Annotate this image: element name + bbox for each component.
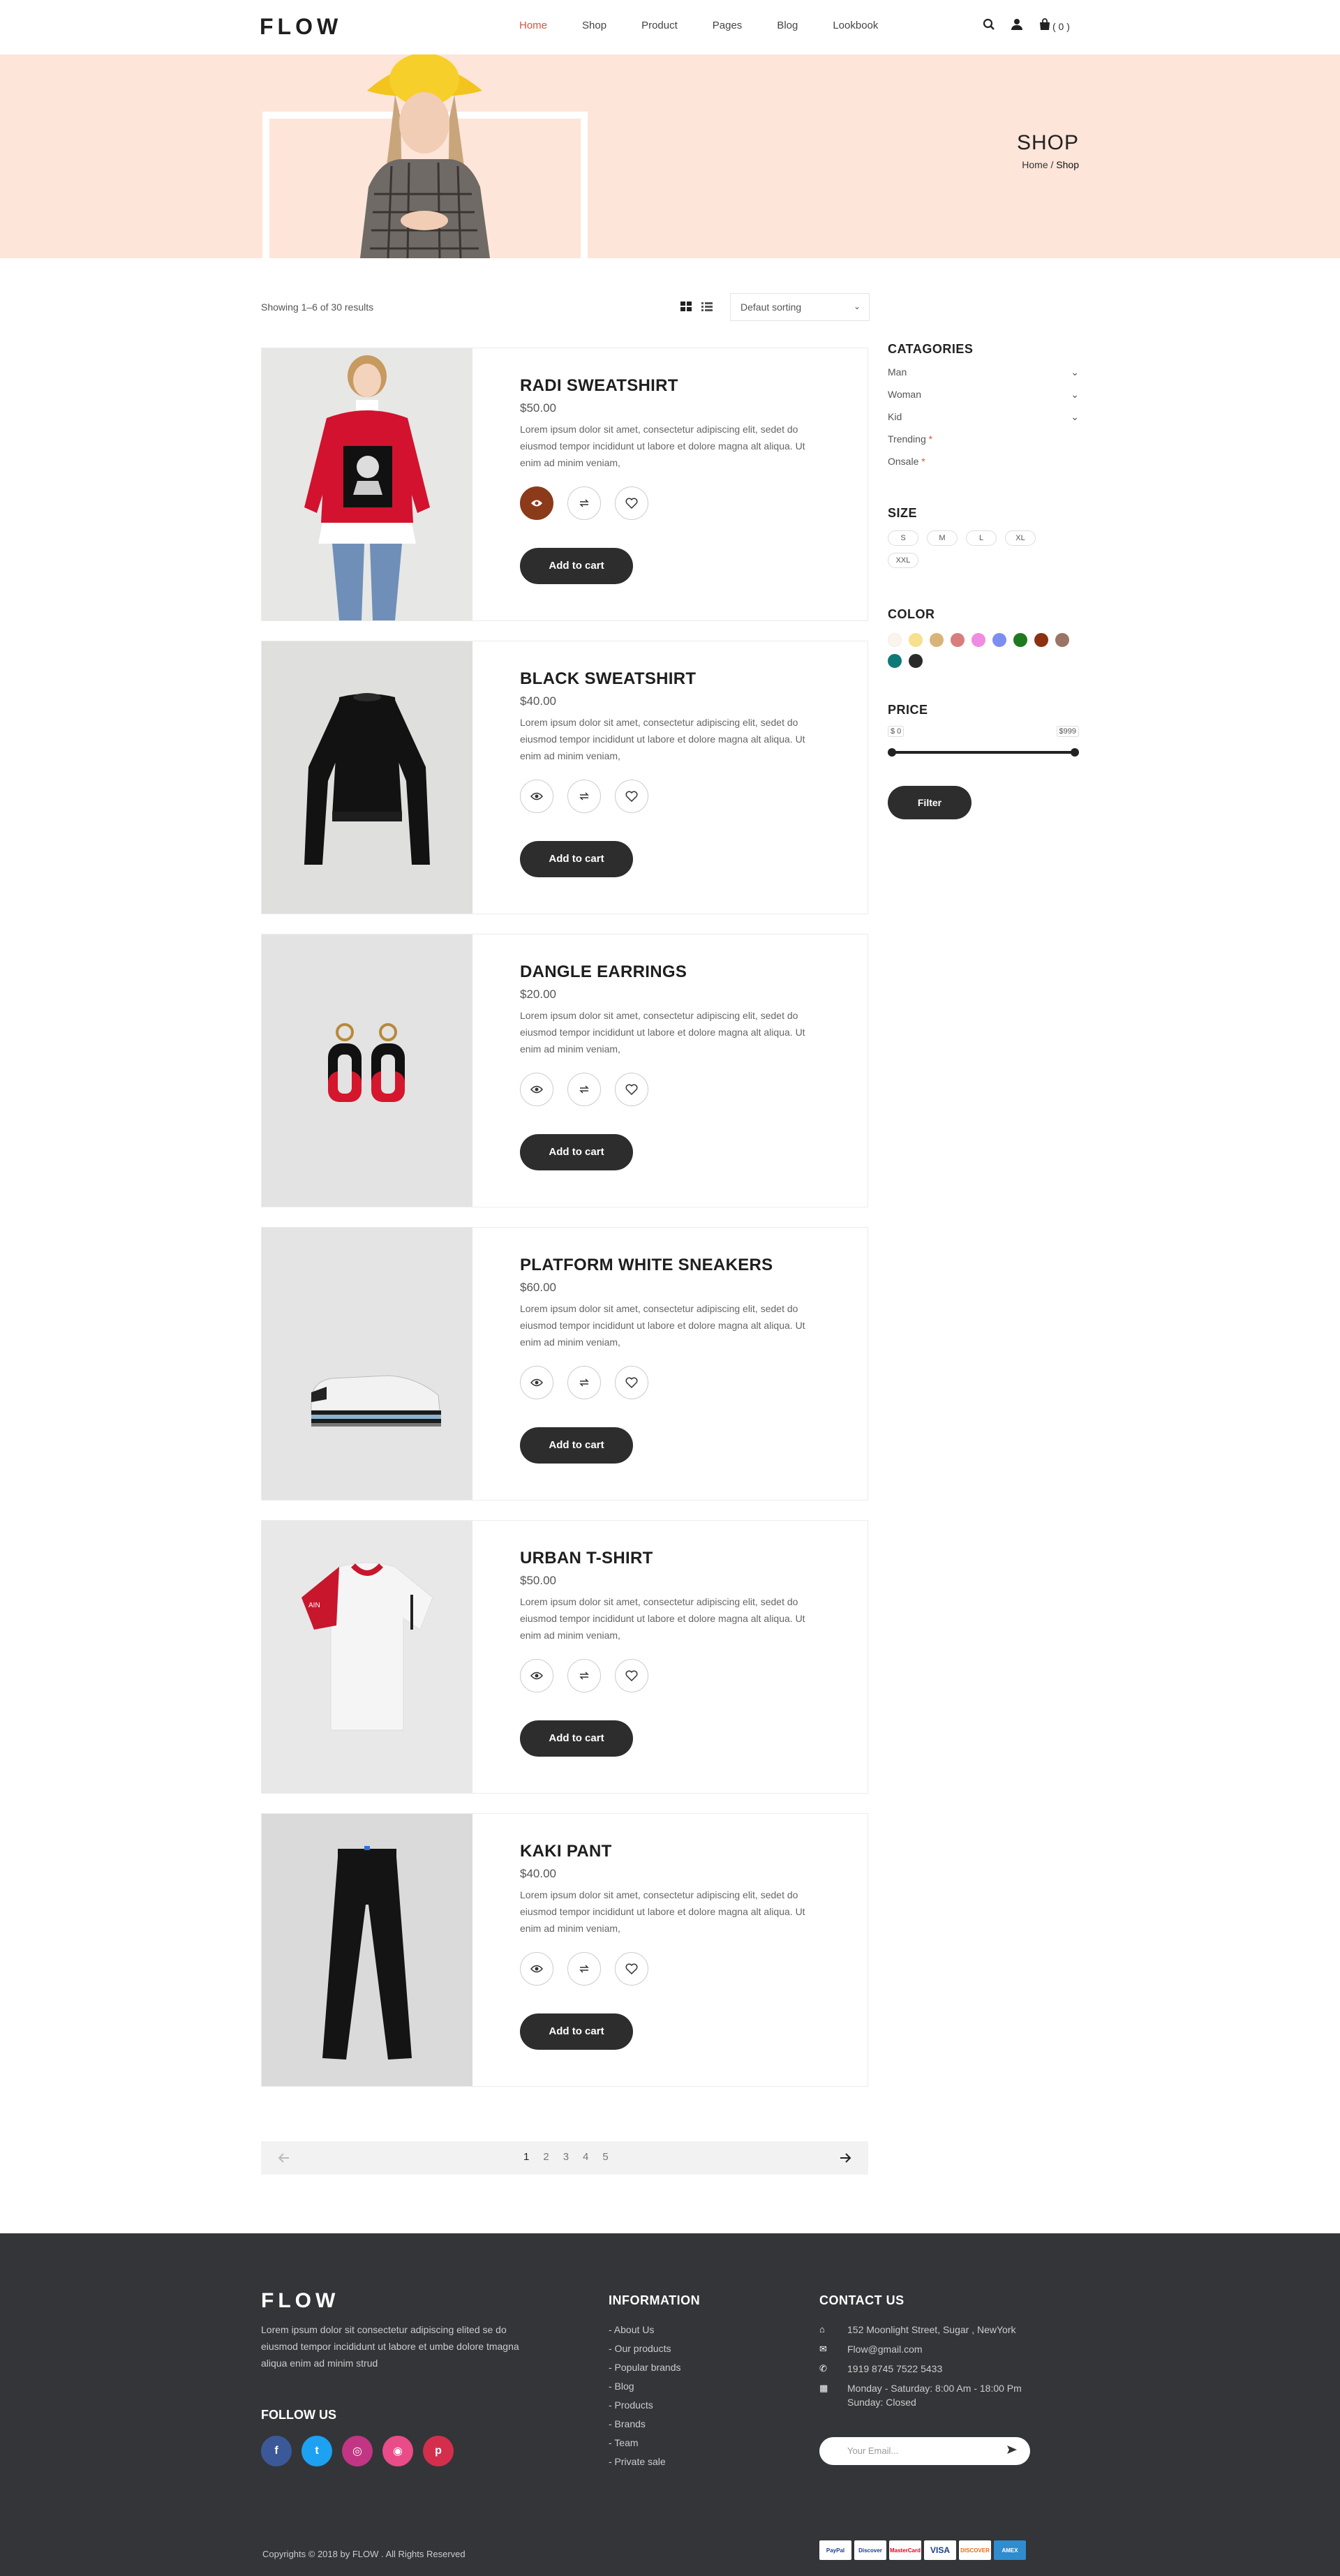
nav-product[interactable]: Product	[641, 20, 678, 31]
product-actions	[520, 486, 868, 520]
price-max-handle[interactable]	[1071, 748, 1079, 757]
category-item-onsale[interactable]	[888, 456, 1079, 478]
sort-select[interactable]	[730, 293, 870, 321]
footer-link[interactable]: - Popular brands	[609, 2362, 681, 2373]
quick-view-button[interactable]	[520, 1073, 553, 1106]
footer-logo[interactable]: FLOW	[261, 2289, 340, 2312]
footer	[0, 2233, 1340, 2576]
size-option[interactable]: S	[888, 530, 918, 546]
breadcrumb-home[interactable]: Home	[1022, 159, 1048, 170]
product-price: $40.00	[520, 1867, 556, 1880]
compare-icon	[579, 1085, 590, 1094]
product-info	[472, 1521, 868, 1793]
hero-model-image	[318, 54, 528, 258]
color-swatch[interactable]	[1013, 633, 1027, 647]
wishlist-button[interactable]	[615, 1952, 648, 1986]
amex-icon: AMEX	[994, 2540, 1026, 2560]
product-price: $20.00	[520, 988, 556, 1001]
product-description: Lorem ipsum dolor sit amet, consectetur adipiscing elit, sedet do eiusmod tempor incididunt ut labore et dolore magna alt aliqua. Ut enim ad minim veniam,	[520, 1596, 805, 1641]
nav-home[interactable]: Home	[519, 20, 548, 31]
filter-button[interactable]: Filter	[888, 786, 972, 819]
page-link[interactable]: 3	[563, 2151, 570, 2163]
heart-icon	[625, 1670, 638, 1681]
color-swatch[interactable]	[1055, 633, 1069, 647]
page-link[interactable]: 2	[543, 2151, 549, 2163]
page-title: SHOP	[1016, 131, 1079, 154]
product-actions	[520, 1073, 868, 1106]
product-image[interactable]	[262, 348, 472, 620]
wishlist-button[interactable]	[615, 1659, 648, 1692]
compare-icon	[579, 1378, 590, 1387]
price-title: PRICE	[888, 703, 928, 717]
view-toggle	[680, 301, 722, 315]
cart-count[interactable]: ( 0 )	[1052, 20, 1070, 32]
nav-blog[interactable]: Blog	[777, 20, 798, 31]
product-card	[261, 1227, 868, 1501]
eye-icon	[530, 499, 543, 507]
color-title: COLOR	[888, 607, 935, 621]
footer-link[interactable]: - About Us	[609, 2324, 655, 2335]
compare-icon	[579, 1964, 590, 1974]
color-swatch[interactable]	[888, 633, 902, 647]
price-range-slider[interactable]	[888, 726, 1079, 768]
color-swatch[interactable]	[930, 633, 944, 647]
user-icon[interactable]	[1011, 18, 1023, 34]
product-name[interactable]: RADI SWEATSHIRT	[520, 376, 678, 395]
product-description: Lorem ipsum dolor sit amet, consectetur adipiscing elit, sedet do eiusmod tempor incididunt ut labore et dolore magna alt aliqua. Ut enim ad minim veniam,	[520, 1010, 805, 1055]
sort-select-value: Defaut sorting	[740, 301, 802, 313]
compare-icon	[579, 791, 590, 801]
send-icon[interactable]	[1006, 2444, 1018, 2457]
product-price: $50.00	[520, 1574, 556, 1587]
phone-icon: ✆	[819, 2363, 827, 2374]
shop-toolbar	[0, 258, 1340, 356]
header-icons	[983, 18, 1085, 34]
logo[interactable]: FLOW	[260, 14, 343, 39]
nav-shop[interactable]: Shop	[582, 20, 607, 31]
discover-icon: Discover	[854, 2540, 886, 2560]
size-title: SIZE	[888, 506, 918, 520]
product-actions	[520, 1659, 868, 1692]
size-option[interactable]: XL	[1005, 530, 1036, 546]
compare-icon	[579, 1671, 590, 1681]
dribbble-icon[interactable]: ◉	[382, 2436, 413, 2466]
product-actions	[520, 1952, 868, 1986]
add-to-cart-button[interactable]: Add to cart	[520, 548, 633, 584]
breadcrumb-current: Shop	[1056, 159, 1079, 170]
sidebar	[888, 342, 1079, 819]
heart-icon	[625, 791, 638, 802]
facebook-icon[interactable]: f	[261, 2436, 292, 2466]
heart-icon	[625, 498, 638, 509]
phone-text: 1919 8745 7522 5433	[847, 2363, 943, 2374]
price-max-label: $999	[1057, 726, 1079, 737]
color-swatch[interactable]	[909, 633, 923, 647]
page-numbers	[523, 2151, 623, 2163]
contact-info	[819, 2324, 1022, 2416]
email-row	[819, 2344, 1022, 2355]
product-price: $50.00	[520, 401, 556, 415]
product-card	[261, 348, 868, 621]
heart-icon	[625, 1377, 638, 1388]
category-item-trending[interactable]	[888, 433, 1079, 456]
footer-description: Lorem ipsum dolor sit consectetur adipiscing elited se do eiusmod tempor incididunt ut labore et umbe dolore tmagna aliqua enim ad minim strud	[261, 2324, 519, 2369]
page-link[interactable]: 5	[602, 2151, 609, 2163]
copyright: Copyrights © 2018 by FLOW . All Rights Reserved	[262, 2549, 466, 2559]
price-min-handle[interactable]	[888, 748, 896, 757]
wishlist-button[interactable]	[615, 486, 648, 520]
nav-pages[interactable]: Pages	[712, 20, 743, 31]
color-swatch[interactable]	[909, 654, 923, 668]
hours-row	[819, 2383, 1022, 2394]
search-icon[interactable]	[983, 18, 995, 34]
product-card	[261, 1813, 868, 2087]
add-to-cart-button[interactable]: Add to cart	[520, 1134, 633, 1170]
breadcrumb-separator: /	[1048, 159, 1057, 170]
category-item-woman[interactable]	[888, 389, 1079, 411]
phone-row	[819, 2363, 1022, 2374]
size-option[interactable]: XXL	[888, 553, 918, 568]
email-text[interactable]: Flow@gmail.com	[847, 2344, 923, 2355]
quick-view-button[interactable]	[520, 1952, 553, 1986]
product-info	[472, 1814, 868, 2086]
results-count: Showing 1–6 of 30 results	[261, 301, 374, 313]
product-name[interactable]: KAKI PANT	[520, 1842, 612, 1861]
chevron-down-icon: ⌄	[1071, 389, 1079, 400]
category-label: Kid	[888, 411, 902, 422]
product-description: Lorem ipsum dolor sit amet, consectetur adipiscing elit, sedet do eiusmod tempor incididunt ut labore et dolore magna alt aliqua. Ut enim ad minim veniam,	[520, 1303, 805, 1348]
twitter-icon[interactable]: t	[302, 2436, 332, 2466]
footer-link[interactable]: - Brands	[609, 2418, 646, 2429]
add-to-cart-button[interactable]: Add to cart	[520, 1720, 633, 1757]
address-text: 152 Moonlight Street, Sugar , NewYork	[847, 2324, 1016, 2335]
svg-text:AIN: AIN	[308, 1602, 320, 1609]
product-image[interactable]	[262, 935, 472, 1207]
eye-icon	[530, 1085, 543, 1094]
compare-button[interactable]	[567, 780, 601, 813]
category-label: Man	[888, 366, 907, 378]
product-description: Lorem ipsum dolor sit amet, consectetur adipiscing elit, sedet do eiusmod tempor incididunt ut labore et dolore magna alt aliqua. Ut enim ad minim veniam,	[520, 1889, 805, 1934]
page-link[interactable]: 1	[523, 2151, 530, 2163]
product-card	[261, 934, 868, 1207]
follow-title: FOLLOW US	[261, 2408, 336, 2422]
size-list	[888, 530, 1069, 575]
visa-icon: VISA	[924, 2540, 956, 2560]
product-list	[261, 348, 868, 2106]
add-to-cart-button[interactable]: Add to cart	[520, 2013, 633, 2050]
discover-card-icon: DISCOVER	[959, 2540, 991, 2560]
product-image[interactable]	[262, 1814, 472, 2086]
mail-icon: ✉	[819, 2344, 827, 2354]
newsletter-input[interactable]: Your Email...	[847, 2445, 899, 2456]
category-item-kid[interactable]	[888, 411, 1079, 433]
footer-link[interactable]: - Private sale	[609, 2456, 666, 2467]
product-price: $40.00	[520, 694, 556, 708]
hours-text: Monday - Saturday: 8:00 Am - 18:00 Pm	[847, 2383, 1022, 2394]
list-view-icon[interactable]	[701, 301, 713, 315]
category-label: Onsale	[888, 456, 919, 467]
social-links	[261, 2436, 463, 2466]
product-image[interactable]	[262, 641, 472, 914]
footer-link[interactable]: - Products	[609, 2399, 653, 2411]
address-row	[819, 2324, 1022, 2335]
compare-button[interactable]	[567, 486, 601, 520]
product-actions	[520, 1366, 868, 1399]
product-name[interactable]: BLACK SWEATSHIRT	[520, 669, 697, 688]
wishlist-button[interactable]	[615, 1073, 648, 1106]
price-min-label: $ 0	[888, 726, 904, 737]
product-info	[472, 1228, 868, 1500]
compare-button[interactable]	[567, 1952, 601, 1986]
star-mark: *	[928, 433, 933, 445]
quick-view-button[interactable]	[520, 780, 553, 813]
home-icon: ⌂	[819, 2324, 825, 2335]
information-links	[609, 2324, 681, 2475]
categories-title: CATAGORIES	[888, 342, 974, 356]
eye-icon	[530, 792, 543, 801]
breadcrumb	[1022, 159, 1079, 170]
wishlist-button[interactable]	[615, 780, 648, 813]
product-description: Lorem ipsum dolor sit amet, consectetur adipiscing elit, sedet do eiusmod tempor incididunt ut labore et dolore magna alt aliqua. Ut enim ad minim veniam,	[520, 424, 805, 468]
product-image[interactable]	[262, 1521, 472, 1793]
hours-text-2: Sunday: Closed	[847, 2397, 916, 2408]
price-track	[891, 751, 1075, 754]
compare-button[interactable]	[567, 1366, 601, 1399]
footer-link[interactable]: - Blog	[609, 2381, 634, 2392]
eye-icon	[530, 1378, 543, 1387]
bag-icon[interactable]	[1038, 18, 1051, 34]
chevron-down-icon: ⌄	[1071, 411, 1079, 422]
color-swatch[interactable]	[888, 654, 902, 668]
product-name[interactable]: PLATFORM WHITE SNEAKERS	[520, 1256, 773, 1274]
color-swatch[interactable]	[951, 633, 965, 647]
product-info	[472, 641, 868, 914]
product-info	[472, 348, 868, 620]
hours-row-2	[819, 2397, 1022, 2408]
category-list	[888, 366, 1079, 478]
product-info	[472, 935, 868, 1207]
chevron-down-icon: ⌄	[1071, 366, 1079, 378]
add-to-cart-button[interactable]: Add to cart	[520, 841, 633, 877]
nav-lookbook[interactable]: Lookbook	[833, 20, 879, 31]
arrow-left-icon[interactable]	[276, 2150, 292, 2169]
color-list	[888, 633, 1083, 675]
compare-icon	[579, 498, 590, 508]
color-swatch[interactable]	[1034, 633, 1048, 647]
product-price: $60.00	[520, 1281, 556, 1294]
quick-view-button[interactable]	[520, 1659, 553, 1692]
category-label: Woman	[888, 389, 921, 400]
product-actions	[520, 780, 868, 813]
size-option[interactable]: M	[927, 530, 958, 546]
color-swatch[interactable]	[992, 633, 1006, 647]
product-name[interactable]: URBAN T-SHIRT	[520, 1549, 653, 1568]
quick-view-button[interactable]	[520, 486, 553, 520]
product-image[interactable]	[262, 1228, 472, 1500]
category-item-man[interactable]	[888, 366, 1079, 389]
pinterest-icon[interactable]: p	[423, 2436, 454, 2466]
eye-icon	[530, 1672, 543, 1680]
hero-banner	[0, 54, 1340, 258]
page-link[interactable]: 4	[583, 2151, 589, 2163]
calendar-icon: ▦	[819, 2383, 828, 2393]
main-nav	[519, 20, 913, 31]
heart-icon	[625, 1963, 638, 1974]
newsletter-form	[819, 2437, 1030, 2465]
contact-title: CONTACT US	[819, 2293, 904, 2307]
eye-icon	[530, 1965, 543, 1973]
chevron-down-icon: ⌄	[853, 301, 861, 311]
color-swatch[interactable]	[972, 633, 985, 647]
compare-button[interactable]	[567, 1659, 601, 1692]
header	[0, 0, 1340, 54]
footer-link[interactable]: - Team	[609, 2437, 639, 2448]
star-mark: *	[921, 456, 925, 467]
product-card	[261, 1520, 868, 1794]
category-label: Trending	[888, 433, 926, 445]
pagination	[261, 2141, 868, 2175]
product-description: Lorem ipsum dolor sit amet, consectetur adipiscing elit, sedet do eiusmod tempor incididunt ut labore et dolore magna alt aliqua. Ut enim ad minim veniam,	[520, 717, 805, 761]
quick-view-button[interactable]	[520, 1366, 553, 1399]
information-title: INFORMATION	[609, 2293, 701, 2307]
compare-button[interactable]	[567, 1073, 601, 1106]
mastercard-icon: MasterCard	[889, 2540, 921, 2560]
arrow-right-icon[interactable]	[838, 2150, 853, 2169]
add-to-cart-button[interactable]: Add to cart	[520, 1427, 633, 1464]
payment-methods	[819, 2540, 1029, 2560]
size-option[interactable]: L	[966, 530, 997, 546]
footer-link[interactable]: - Our products	[609, 2343, 671, 2354]
grid-view-icon[interactable]	[680, 301, 692, 315]
paypal-icon: PayPal	[819, 2540, 851, 2560]
heart-icon	[625, 1084, 638, 1095]
wishlist-button[interactable]	[615, 1366, 648, 1399]
instagram-icon[interactable]: ◎	[342, 2436, 373, 2466]
product-card	[261, 641, 868, 914]
product-name[interactable]: DANGLE EARRINGS	[520, 962, 687, 981]
